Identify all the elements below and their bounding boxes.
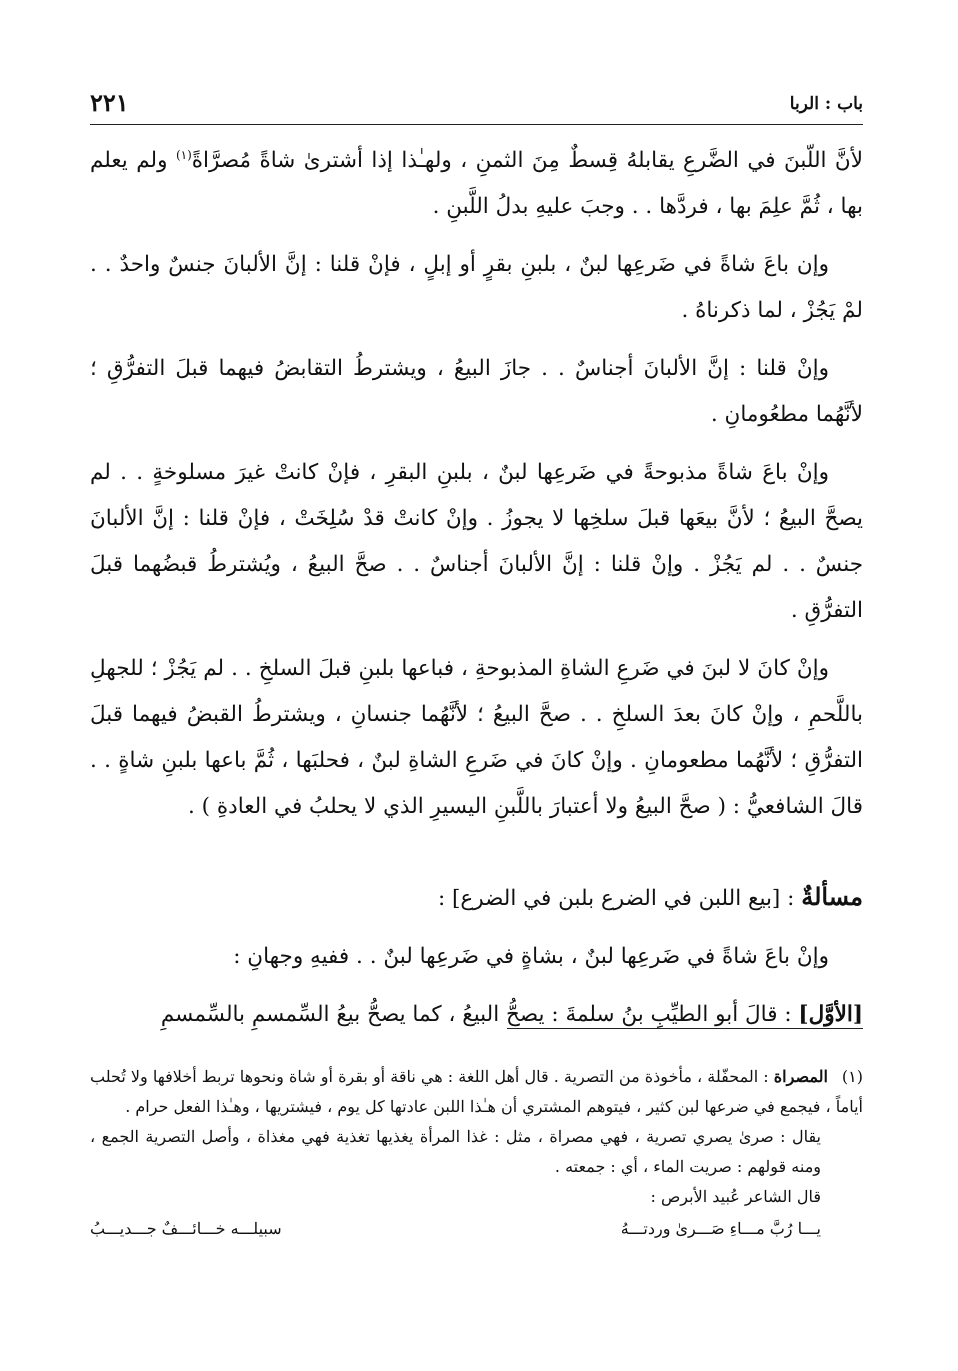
footnote-term: المصراة [773, 1067, 828, 1086]
page-header [90, 88, 863, 125]
chapter-title: باب : الربا [789, 94, 863, 114]
page-number: ٢٢١ [90, 88, 129, 117]
paragraph: وإنْ كانَ لا لبنَ في ضَرعِ الشاةِ المذبوحةِ ، فباعها بلبنِ قبلَ السلخِ . . لم يَجُزْ ؛ للجهلِ باللَّحمِ ، وإنْ كانَ بعدَ السلخِ . . صحَّ البيعُ ؛ لأنَّهُما جنسانِ ، ويشترطُ القبضُ فيهما قبلَ التفرُّقِ ؛ لأنَّهُما مطعومانِ . وإنْ كانَ في ضَرعِ الشاةِ لبنٌ ، فحلبَها ، ثُمَّ باعها بلبنِ شاةٍ . . قالَ الشافعيُّ : ( صحَّ البيعُ ولا أعتبارَ باللَّبنِ اليسيرِ الذي لا يحلبُ في العادةِ ) . [90, 656, 863, 820]
text-run: لأنَّ اللّبنَ في الضَّرعِ يقابلهُ قِسطٌ مِنَ الثمنِ ، ولهـٰذا إذا أشترىٰ شاةً مُصرَّاةً [191, 148, 863, 174]
paragraph: وإنْ قلنا : إنَّ الألبانَ أجناسٌ . . جازَ البيعُ ، ويشترطُ التقابضُ فيهما قبلَ التفرُّقِ ؛ لأنَّهُما مطعُومانِ . [90, 356, 863, 428]
paragraph: وإنْ باعَ شاةً في ضَرعِها لبنٌ ، بشاةٍ في ضَرعِها لبنٌ . . ففيهِ وجهانِ : [233, 944, 829, 970]
paragraph: وإن باعَ شاةً في ضَرعِها لبنٌ ، بلبنِ بقرٍ أو إبلٍ ، فإنْ قلنا : إنَّ الألبانَ جنسٌ واحدٌ . . لمْ يَجُزْ ، لما ذكرناهُ . [90, 252, 863, 324]
spacer [90, 842, 863, 874]
point-label: [الأوَّل] [798, 1002, 863, 1028]
main-text [90, 132, 863, 1050]
footnotes [90, 1062, 863, 1244]
footnote-item [90, 1062, 863, 1122]
paragraph [90, 132, 863, 230]
footnote-divider [507, 1028, 863, 1029]
footnote-number: (١) [841, 1067, 863, 1086]
footnote-text: يقال : صرىٰ يصري تصرية ، فهي مصراة ، مثل : غذا المرأة يغذيها تغذية فهي مغذاة ، وأصل التصرية الجمع ، ومنه قولهم : صريت الماء ، أي : جمعته . [90, 1127, 821, 1176]
footnote-reference[interactable]: (١) [175, 148, 192, 162]
issue-label: مسألةٌ [801, 882, 863, 912]
verse-hemistich: سبيلـــه خـــائـــفٌ جـــديـــبُ [90, 1219, 282, 1238]
issue-title: : [بيع اللبن في الضرع بلبن في الضرع] : [437, 886, 802, 912]
footnote-text: قال الشاعر عُبيد الأبرص : [650, 1187, 821, 1206]
text-run: : قالَ أبو الطيِّبِ بنُ سلمةَ : يصحُّ البيعُ ، كما يصحُّ بيعُ السِّمسمِ بالسِّمسمِ [160, 1002, 799, 1028]
verse-hemistich: يـــا رُبَّ مـــاءِ صَـــرىٰ وردتـــهُ [620, 1219, 821, 1238]
paragraph [90, 992, 863, 1038]
paragraph: وإنْ باعَ شاةً مذبوحةً في ضَرعِها لبنٌ ، بلبنِ البقرِ ، فإنْ كانتْ غيرَ مسلوخةٍ . . لم يصحَّ البيعُ ؛ لأنَّ بيعَها قبلَ سلخِها لا يجوزُ . وإنْ كانتْ قدْ سُلِخَتْ ، فإنْ قلنا : إنَّ الألبانَ جنسٌ . . لم يَجُزْ . وإنْ قلنا : إنَّ الألبانَ أجناسٌ . . صحَّ البيعُ ، ويُشترطُ قبضُهما قبلَ التفرُّقِ . [90, 460, 863, 624]
text-run: ولم يعلم بها ، ثُمَّ علِمَ بها ، فردَّها . . وجبَ عليهِ بدلُ اللَّبنِ . [90, 148, 863, 220]
footnote-text: : المحفّلة ، مأخوذة من التصرية . قال أهل اللغة : هي ناقة أو بقرة أو شاة ونحوها تربط أخلافها ولا تُحلب أياماً ، فيجمع في ضرعها لبن كثير ، فيتوهم المشتري أن هـٰذا اللبن عادتها كل يوم ، فيشتريها ، وهـٰذا الفعل حرام . [90, 1067, 863, 1116]
issue-heading [90, 874, 863, 922]
poem-verse [90, 1214, 863, 1244]
